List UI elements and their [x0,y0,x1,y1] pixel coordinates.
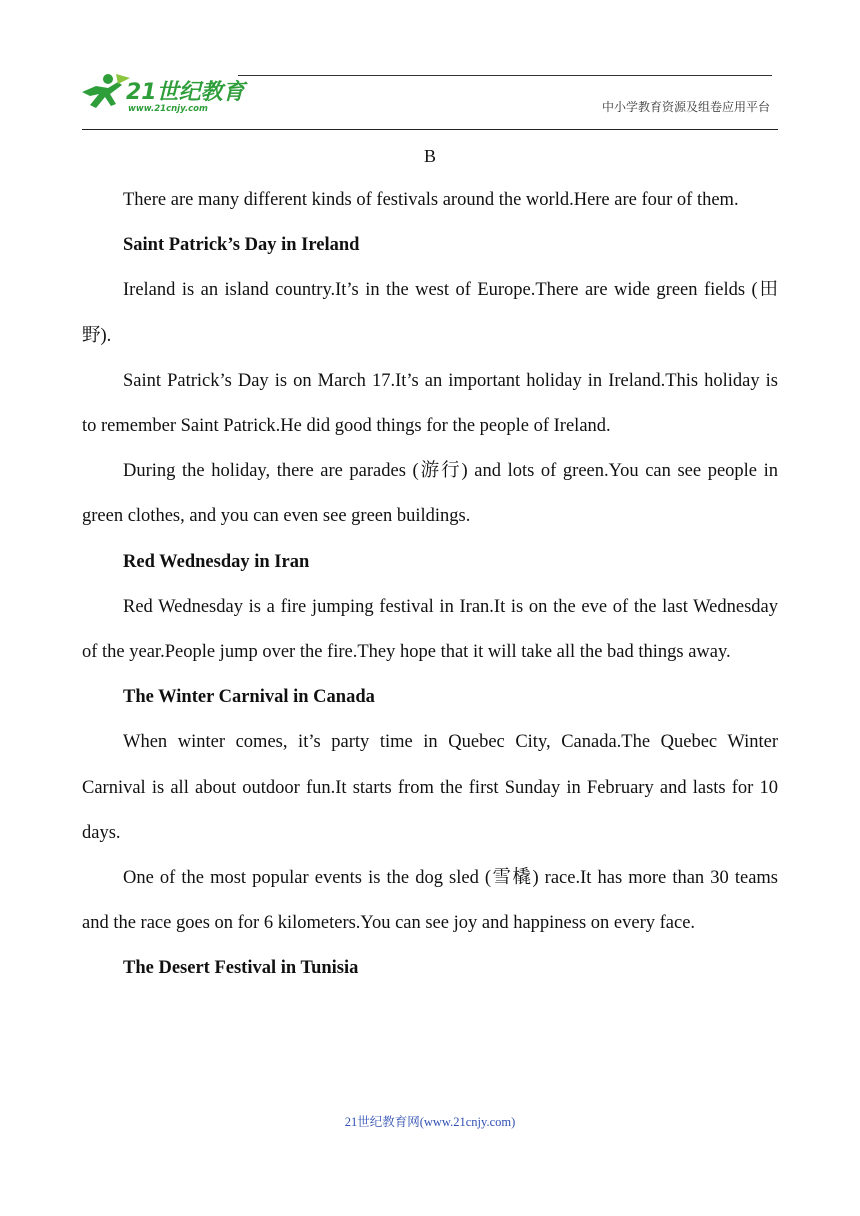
header-rule-bottom [82,129,778,130]
runner-icon [82,74,122,108]
header-tagline: 中小学教育资源及组卷应用平台 [601,100,770,114]
heading-winter-carnival: The Winter Carnival in Canada [123,687,375,708]
site-logo [78,70,248,116]
passage [82,178,778,992]
section-letter: B [423,146,436,166]
paragraph: When winter comes, it’s party time in Quebec City, Canada.The Quebec Winter Carnival is all about outdoor fun.It starts from the first Sunday in February and lasts for 10 days. [82,732,778,843]
passage-intro: There are many different kinds of festivals around the world.Here are four of them. [123,190,739,210]
heading-red-wednesday: Red Wednesday in Iran [123,551,310,572]
paragraph: During the holiday, there are parades (游行) and lots of green.You can see people in green clothes, and you can even see green buildings. [82,461,778,527]
paragraph: One of the most popular events is the dog sled (雪橇) race.It has more than 30 teams and the race goes on for 6 kilometers.You can see joy and happiness on every face. [82,868,778,934]
page-footer: 21世纪教育网(www.21cnjy.com) [344,1115,516,1129]
header-rule-top [238,75,772,76]
logo-text: 21世纪教育 [126,80,245,105]
logo-url: www.21cnjy.com [128,104,208,114]
paragraph: Ireland is an island country.It’s in the west of Europe.There are wide green fields (田野). [82,280,778,346]
paragraph: Saint Patrick’s Day is on March 17.It’s an important holiday in Ireland.This holiday is to remember Saint Patrick.He did good things for the people of Ireland. [82,370,778,437]
heading-saint-patricks-day: Saint Patrick’s Day in Ireland [123,235,360,256]
paragraph: Red Wednesday is a fire jumping festival in Iran.It is on the eve of the last Wednesday of the year.People jump over the fire.They hope that it will take all the bad things away. [82,596,778,663]
heading-desert-festival: The Desert Festival in Tunisia [123,958,359,979]
